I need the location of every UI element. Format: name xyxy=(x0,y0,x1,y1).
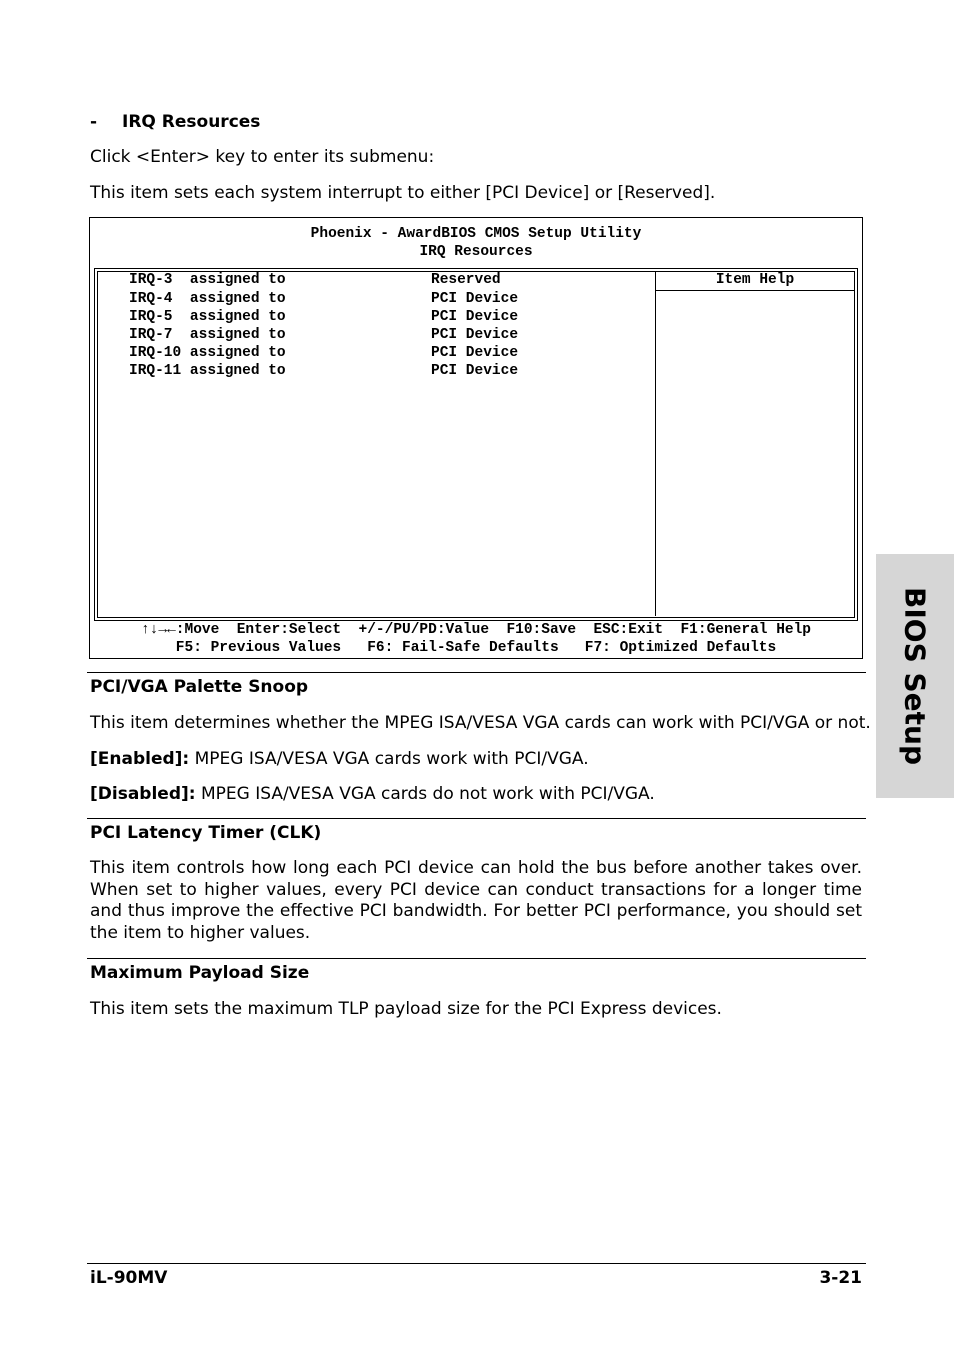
section-title-pci-vga-palette-snoop: PCI/VGA Palette Snoop xyxy=(90,677,309,697)
bios-item-label: IRQ-10 assigned to xyxy=(129,345,286,361)
bios-item-label: IRQ-11 assigned to xyxy=(129,363,286,379)
section-title-irq-resources: IRQ Resources xyxy=(122,112,261,132)
section-dash: - xyxy=(90,112,98,132)
irq-description: This item sets each system interrupt to either [PCI Device] or [Reserved]. xyxy=(90,183,716,203)
palette-enabled-option xyxy=(90,748,589,770)
option-label: [Disabled]: xyxy=(90,784,196,804)
option-label: [Enabled]: xyxy=(90,749,190,769)
item-help-title: Item Help xyxy=(715,272,795,288)
bios-key-help-line1: ↑↓→←:Move Enter:Select +/-/PU/PD:Value F10:Save ESC:Exit F1:General Help xyxy=(140,622,811,638)
bios-item-label: IRQ-5 assigned to xyxy=(129,309,286,325)
bios-item-value: PCI Device xyxy=(431,291,519,307)
payload-description: This item sets the maximum TLP payload size for the PCI Express devices. xyxy=(90,999,722,1019)
item-help-divider xyxy=(655,290,854,291)
bios-item-value: Reserved xyxy=(431,272,501,288)
option-text: MPEG ISA/VESA VGA cards work with PCI/VGA. xyxy=(189,749,589,769)
irq-instruction: Click <Enter> key to enter its submenu: xyxy=(90,147,435,167)
side-tab-label: BIOS Setup xyxy=(898,587,932,765)
section-divider xyxy=(87,672,866,673)
side-tab xyxy=(876,554,954,798)
option-text: MPEG ISA/VESA VGA cards do not work with PCI/VGA. xyxy=(195,784,655,804)
bios-item-value: PCI Device xyxy=(431,309,519,325)
bios-item-value: PCI Device xyxy=(431,327,519,343)
bios-item-label: IRQ-4 assigned to xyxy=(129,291,286,307)
bios-subtitle: IRQ Resources xyxy=(419,244,533,260)
latency-description: This item controls how long each PCI device can hold the bus before another takes over. When set to higher values, every PCI device can conduct transactions for a longer time and thus improve the effective PCI bandwidth. For better PCI performance, you should set the item to higher values. xyxy=(90,858,862,943)
palette-disabled-option xyxy=(90,783,655,805)
bios-item-label: IRQ-7 assigned to xyxy=(129,327,286,343)
section-title-maximum-payload-size: Maximum Payload Size xyxy=(90,963,310,983)
footer-model: iL-90MV xyxy=(90,1268,168,1288)
section-divider xyxy=(87,818,866,819)
bios-title: Phoenix - AwardBIOS CMOS Setup Utility xyxy=(310,226,642,242)
bios-item-value: PCI Device xyxy=(431,345,519,361)
palette-description: This item determines whether the MPEG ISA/VESA VGA cards can work with PCI/VGA or not. xyxy=(90,713,871,733)
section-divider xyxy=(87,958,866,959)
footer-page-number: 3-21 xyxy=(819,1268,862,1288)
section-title-pci-latency-timer: PCI Latency Timer (CLK) xyxy=(90,823,322,843)
bios-item-value: PCI Device xyxy=(431,363,519,379)
footer-divider xyxy=(87,1263,866,1264)
item-help-panel xyxy=(655,271,854,616)
bios-key-help-line2: F5: Previous Values F6: Fail-Safe Defaults F7: Optimized Defaults xyxy=(175,640,777,656)
bios-item-label: IRQ-3 assigned to xyxy=(129,272,286,288)
